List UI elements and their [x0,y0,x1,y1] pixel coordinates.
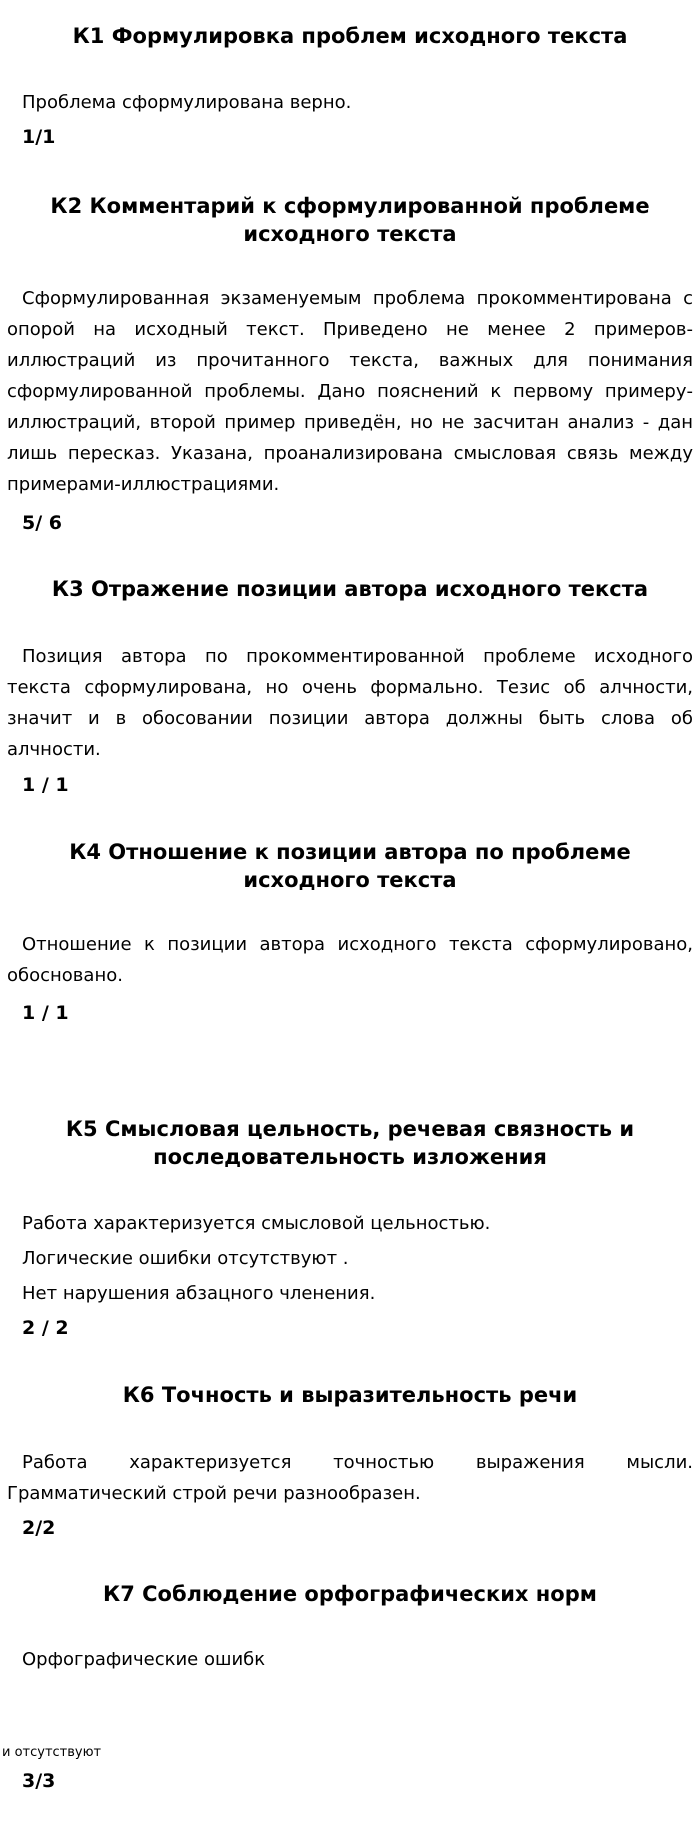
k5-heading-line1: К5 Смысловая цельность, речевая связность и [65,1117,635,1141]
k5-heading-line2: последовательность изложения [153,1145,547,1169]
k5-comment-line: Нет нарушения абзацного членения. [22,1283,376,1304]
k5-comment-line: Логические ошибки отсутствуют . [22,1248,349,1269]
k5-comment-line: Работа характеризуется смысловой цельностью. [22,1213,491,1234]
k7-comment-part2: и отсутствуют [2,1745,102,1760]
k2-score: 5/ 6 [22,512,62,534]
k1-heading: К1 Формулировка проблем исходного текста [72,24,628,48]
k4-heading-line1: К4 Отношение к позиции автора по проблеме [69,840,631,864]
k4-heading-line2: исходного текста [243,868,457,892]
k6-score: 2/2 [22,1517,56,1539]
k3-score: 1 / 1 [22,774,69,796]
k4-comment: Отношение к позиции автора исходного текста сформулировано, обосновано. [7,934,693,986]
k6-comment: Работа характеризуется точностью выражения мысли. Грамматический строй речи разнообразен. [7,1452,693,1504]
k2-heading [0,192,700,248]
k5-score: 2 / 2 [22,1317,69,1339]
k3-comment: Позиция автора по прокомментированной проблеме исходного текста сформулирована, но очень формально. Тезис об алчности, значит и в обосовании позиции автора должны быть слова об алчности. [7,646,693,760]
k1-comment: Проблема сформулирована верно. [22,92,352,113]
k1-score: 1/1 [22,126,56,148]
k2-heading-line2: исходного текста [243,222,457,246]
k4-heading [0,838,700,894]
k2-heading-line1: К2 Комментарий к сформулированной проблеме [50,194,650,218]
k7-comment-part1: Орфографические ошибк [22,1649,266,1670]
k7-score: 3/3 [22,1770,56,1792]
k6-heading: К6 Точность и выразительность речи [122,1383,578,1407]
k2-comment: Сформулированная экзаменуемым проблема прокомментирована с опорой на исходный текст. Приведено не менее 2 примеров-иллюстраций из прочитанного текста, важных для понимания сформулированной проблемы. Дано пояснений к первому примеру-иллюстраций, второй пример приведён, но не засчитан анализ - дан лишь пересказ. Указана, проанализирована смысловая связь между примерами-иллюстрациями. [7,288,693,495]
k3-heading: К3 Отражение позиции автора исходного текста [51,577,649,601]
k7-heading: К7 Соблюдение орфографических норм [103,1582,597,1606]
k5-heading [0,1115,700,1171]
k4-score: 1 / 1 [22,1002,69,1024]
